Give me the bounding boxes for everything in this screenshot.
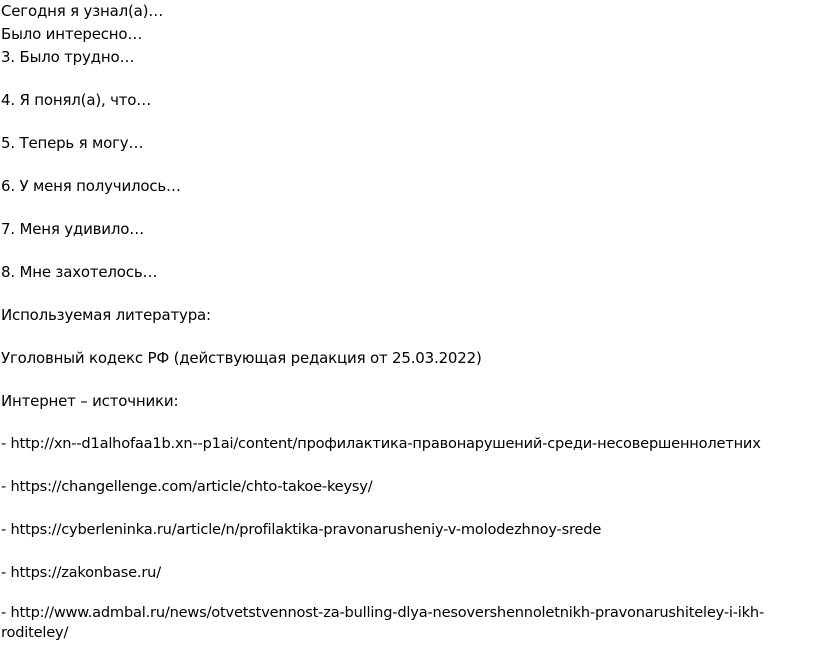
literature-criminal-code: Уголовный кодекс РФ (действующая редакция от 25.03.2022) — [1, 349, 482, 367]
source-link-1[interactable]: - http://xn--d1alhofaa1b.xn--p1ai/content/профилактика-правонарушений-среди-несовершеннолетних — [1, 435, 761, 452]
reflection-item-6: 6. У меня получилось… — [1, 177, 181, 195]
reflection-item-8: 8. Мне захотелось… — [1, 263, 158, 281]
internet-sources-heading: Интернет – источники: — [1, 392, 179, 410]
source-link-2[interactable]: - https://changellenge.com/article/chto-takoe-keysy/ — [1, 478, 373, 495]
reflection-item-4: 4. Я понял(а), что… — [1, 91, 152, 109]
reflection-item-7: 7. Меня удивило… — [1, 220, 144, 238]
reflection-item-2: Было интересно… — [1, 25, 143, 43]
source-link-4[interactable]: - https://zakonbase.ru/ — [1, 564, 161, 581]
reflection-item-1: Сегодня я узнал(а)… — [1, 2, 164, 20]
source-link-3[interactable]: - https://cyberleninka.ru/article/n/profilaktika-pravonarusheniy-v-molodezhnoy-srede — [1, 521, 602, 538]
reflection-item-3: 3. Было трудно… — [1, 48, 135, 66]
source-link-5[interactable]: - http://www.admbal.ru/news/otvetstvennost-za-bulling-dlya-nesovershennoletnikh-pravonarushiteley-i-ikh-roditeley/ — [1, 604, 765, 641]
reflection-item-5: 5. Теперь я могу… — [1, 134, 144, 152]
literature-heading: Используемая литература: — [1, 306, 211, 324]
